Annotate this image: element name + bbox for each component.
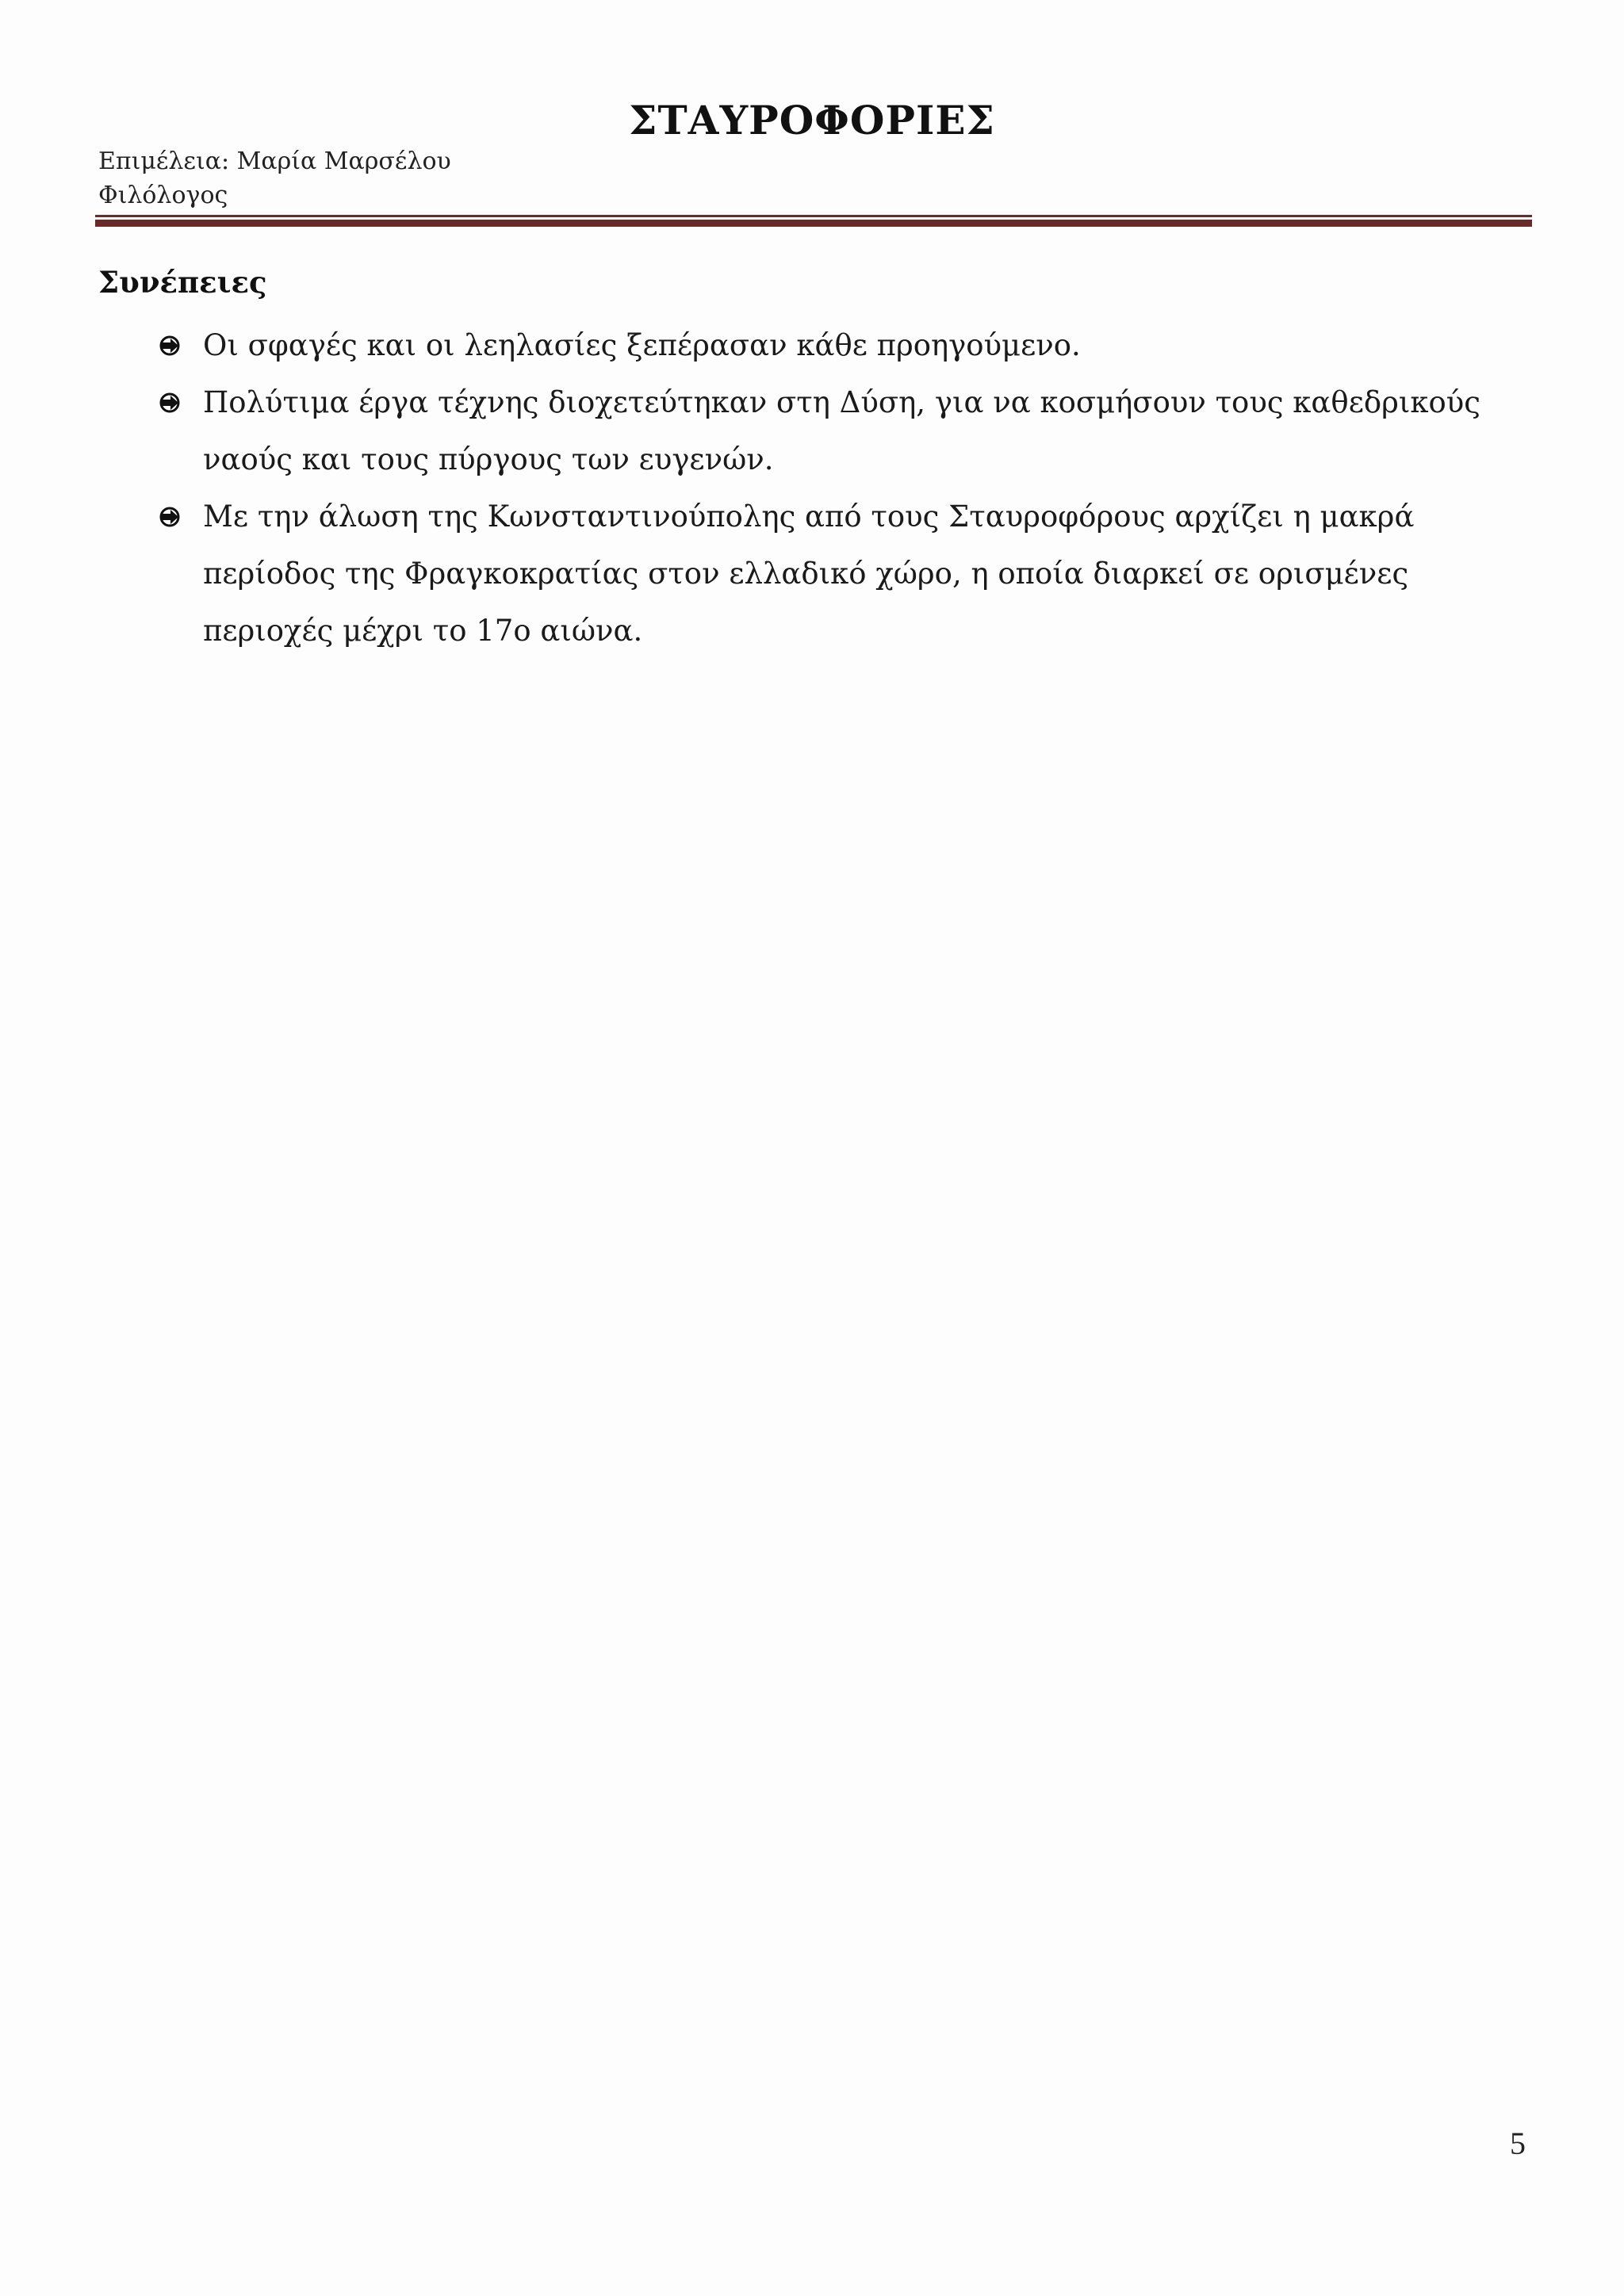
- bullet-list: [0, 317, 1624, 660]
- list-item: [0, 317, 1624, 374]
- header-rule-thick: [95, 220, 1532, 227]
- editor-role: Φιλόλογος: [98, 182, 228, 209]
- bullet-text: Οι σφαγές και οι λεηλασίες ξεπέρασαν κάθε προηγούμενο.: [203, 328, 1081, 362]
- circled-arrow-right-icon: [154, 488, 186, 545]
- list-item: [0, 374, 1624, 488]
- list-item: [0, 488, 1624, 660]
- page-title: ΣΤΑΥΡΟΦΟΡΙΕΣ: [629, 97, 995, 144]
- circled-arrow-right-icon: [154, 374, 186, 431]
- page-number: 5: [1510, 2126, 1526, 2161]
- section-heading: Συνέπειες: [98, 265, 267, 300]
- header-rule-thin: [95, 215, 1532, 217]
- circled-arrow-right-icon: [154, 317, 186, 374]
- editor-credit: Επιμέλεια: Μαρία Μαρσέλου: [98, 147, 451, 175]
- bullet-text: Με την άλωση της Κωνσταντινούπολης από τους Σταυροφόρους αρχίζει η μακρά περίοδος της Φραγκοκρατίας στον ελλαδικό χώρο, η οποία διαρκεί σε ορισμένες περιοχές μέχρι το 17ο αιώνα.: [203, 499, 1415, 648]
- bullet-text: Πολύτιμα έργα τέχνης διοχετεύτηκαν στη Δύση, για να κοσμήσουν τους καθεδρικούς ναούς και τους πύργους των ευγενών.: [203, 385, 1481, 476]
